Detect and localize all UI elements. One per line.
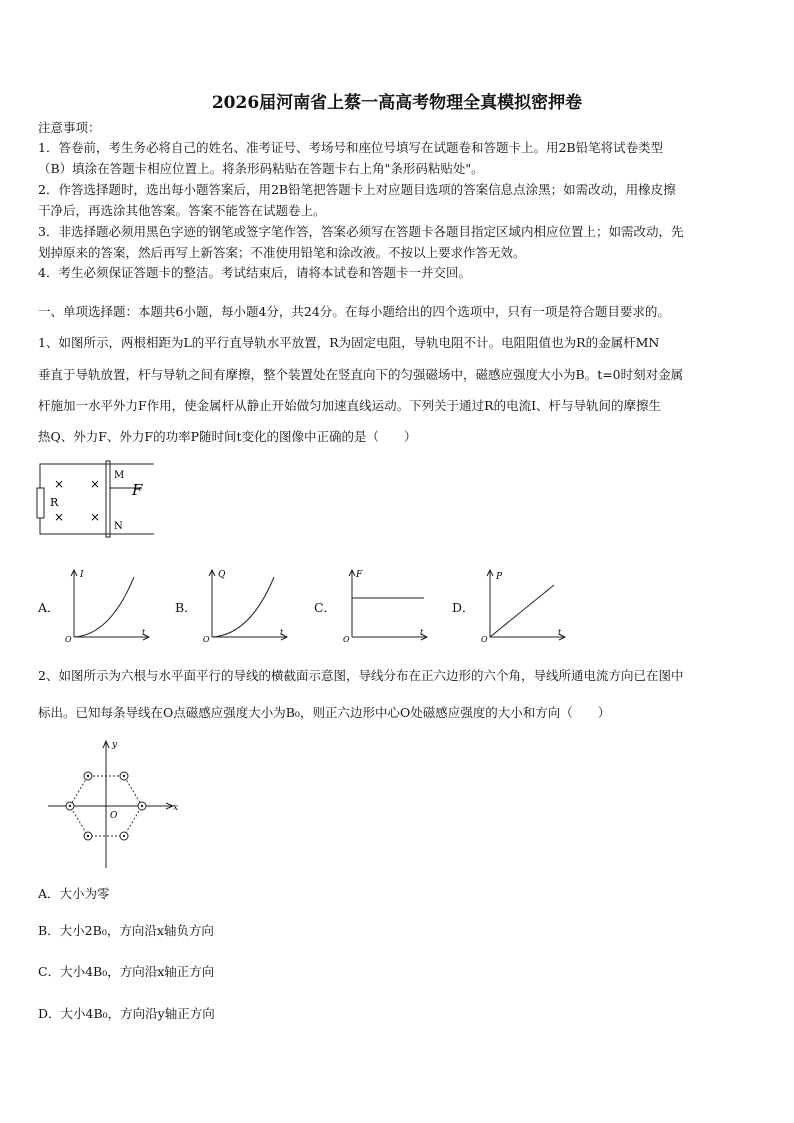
field-cross: × [90,510,101,524]
notice-line: （B）填涂在答题卡相应位置上。将条形码粘贴在答题卡右上角"条形码粘贴处"。 [38,161,484,176]
graph-xlabel: t [420,628,424,637]
q2-option-c: C．大小4B₀，方向沿x轴正方向 [38,964,215,979]
center-o-label: O [110,811,118,821]
field-cross: × [54,510,65,524]
notice-line: 划掉原来的答案，然后再写上新答案；不准使用铅笔和涂改液。不按以上要求作答无效。 [38,245,526,260]
option-a-label: A． [38,600,60,615]
graph-q-t [200,565,292,643]
notice-line: 2．作答选择题时，选出每小题答案后，用2B铅笔把答题卡上对应题目选项的答案信息点涂黑；如需改动，用橡皮擦 [38,182,676,197]
page-title: 2026届河南省上蔡一高高考物理全真模拟密押卷 [211,93,583,113]
q2-line: 2、如图所示为六根与水平面平行的导线的横截面示意图，导线分布在正六边形的六个角，导线所通电流方向已在图中 [38,668,684,683]
q2-option-d: D．大小4B₀，方向沿y轴正方向 [38,1006,215,1021]
q2-option-b: B．大小2B₀，方向沿x轴负方向 [38,923,214,938]
notice-heading: 注意事项： [38,120,101,135]
q2-line: 标出。已知每条导线在O点磁感应强度大小为B₀，则正六边形中心O处磁感应强度的大小和方向（ ） [38,705,611,720]
notice-line: 干净后，再选涂其他答案。答案不能答在试题卷上。 [38,203,326,218]
force-label: F [132,481,143,499]
q1-line: 垂直于导轨放置，杆与导轨之间有摩擦，整个装置处在竖直向下的匀强磁场中，磁感应强度大小为B。t=0时刻对金属 [38,367,684,382]
graph-p-t [478,565,570,643]
q1-line: 1、如图所示，两根相距为L的平行直导轨水平放置，R为固定电阻，导轨电阻不计。电阻阻值也为R的金属杆MN [38,335,660,350]
graph-xlabel: t [142,628,146,637]
section-heading: 一、单项选择题：本题共6小题，每小题4分，共24分。在每小题给出的四个选项中，只有一项是符合题目要求的。 [38,304,670,319]
graph-xlabel: t [558,628,562,637]
graph-i-t [62,565,154,643]
notice-line: 3．非选择题必须用黑色字迹的钢笔或签字笔作答，答案必须写在答题卡各题目指定区域内相应位置上；如需改动，先 [38,224,684,239]
option-d-label: D． [452,600,475,615]
graph-origin: O [481,635,488,643]
q1-line: 热Q、外力F、外力F的功率P随时间t变化的图像中正确的是（ ） [38,429,417,444]
graph-ylabel: Q [218,570,226,580]
notice-line: 1．答卷前，考生务必将自己的姓名、准考证号、考场号和座位号填写在试题卷和答题卡上。用2B铅笔将试卷类型 [38,140,664,155]
option-b-label: B． [175,600,197,615]
option-c-label: C． [314,600,337,615]
graph-origin: O [203,635,210,643]
x-axis-label: x [173,803,179,813]
graph-ylabel: P [496,572,503,582]
y-axis-label: y [112,740,118,750]
graph-origin: O [65,635,72,643]
q1-circuit-figure [34,460,164,540]
q2-hexagon-figure [44,736,186,872]
rod-end-n: N [114,521,123,532]
graph-origin: O [343,635,350,643]
graph-xlabel: t [280,628,284,637]
q1-line: 杆施加一水平外力F作用，使金属杆从静止开始做匀加速直线运动。下列关于通过R的电流I、杆与导轨间的摩擦生 [38,398,662,413]
q2-option-a: A．大小为零 [38,886,110,901]
field-cross: × [54,477,65,491]
graph-ylabel: F [356,570,363,580]
notice-line: 4．考生必须保证答题卡的整洁。考试结束后，请将本试卷和答题卡一并交回。 [38,265,471,280]
field-cross: × [90,477,101,491]
graph-ylabel: I [80,570,84,580]
rod-end-m: M [114,470,125,481]
graph-f-t [340,565,432,643]
resistor-label: R [50,496,59,509]
